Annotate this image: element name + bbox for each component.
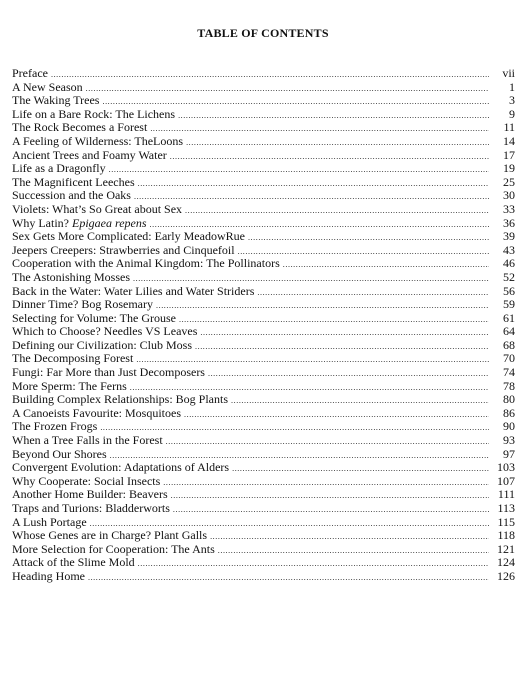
dot-leader [178,109,489,123]
toc-entry-title-text: The Frozen Frogs [12,419,98,434]
toc-entry-title [12,94,99,108]
toc-entry-page-number: 36 [503,215,515,230]
toc-entry-title-text: Dinner Time? Bog Rosemary [12,297,153,312]
toc-entry[interactable] [12,407,515,421]
toc-entry-title [12,121,147,135]
toc-entry[interactable] [12,434,515,448]
dot-leader [257,286,489,300]
toc-entry-title-text: Succession and the Oaks [12,188,131,203]
toc-entry-title [12,448,107,462]
toc-entry[interactable] [12,203,515,217]
toc-entry[interactable] [12,529,515,543]
toc-entry-title [12,108,175,122]
toc-entry[interactable] [12,420,515,434]
toc-entry-title-text: The Astonishing Mosses [12,269,131,284]
dot-leader [218,544,489,558]
dot-leader [208,367,489,381]
toc-entry-title-text: Why Cooperate: Social Insects [12,473,161,488]
toc-entry-title [12,135,183,149]
toc-entry-title-text: Another Home Builder: Beavers [12,487,168,502]
toc-entry-title [12,339,192,353]
toc-entry-title-text: The Magnificent Leeches [12,174,135,189]
toc-entry[interactable] [12,543,515,557]
toc-entry[interactable] [12,461,515,475]
toc-entry-title-text: Traps and Turions: Bladderworts [12,501,170,515]
toc-entry-title-text: Why Latin? [12,215,72,230]
toc-entry-title-text: Violets: What’s So Great about Sex [12,201,183,216]
toc-entry-title [12,543,215,557]
toc-entry-page-number: 25 [503,174,515,189]
toc-entry-page-number: 43 [503,242,515,257]
toc-entry[interactable] [12,271,515,285]
toc-entry-page-number: 9 [509,106,515,121]
toc-entry-title-text: Sex Gets More Complicated: Early MeadowRue [12,229,245,244]
page-title: TABLE OF CONTENTS [197,26,329,40]
toc-entry-title [12,217,147,231]
toc-entry[interactable] [12,108,515,122]
toc-entry-page-number: 107 [497,473,515,488]
toc-entry-title [12,162,106,176]
toc-entry[interactable] [12,285,515,299]
toc-entry[interactable] [12,244,515,258]
toc-entry-page-number: 68 [503,337,515,352]
toc-entry[interactable] [12,352,515,366]
toc-entry-title [12,271,130,285]
toc-entry-title [12,312,176,326]
toc-entry-page-number: 17 [503,147,515,162]
toc-entry-title [12,488,168,502]
toc-entry-page-number: 111 [497,487,515,502]
dot-leader [86,82,489,96]
dot-leader [171,489,489,503]
toc-entry-title-text: Convergent Evolution: Adaptations of Alders [12,460,230,475]
toc-entry-title [12,502,170,516]
toc-entry-title-text: Preface [12,66,48,80]
toc-entry[interactable] [12,176,515,190]
toc-entry[interactable] [12,488,515,502]
toc-entry-title-text: A Lush Portage [12,514,87,529]
toc-entry[interactable] [12,366,515,380]
dot-leader [156,299,489,313]
toc-entry-page-number: 80 [503,392,515,407]
toc-entry-page-number: 30 [503,188,515,203]
toc-entry[interactable] [12,81,515,95]
dot-leader [200,326,489,340]
toc-entry-page-number: vii [502,66,515,80]
toc-entry-title-text: Life on a Bare Rock: The Lichens [12,106,176,121]
dot-leader [166,435,489,449]
toc-entry-page-number: 52 [503,269,515,284]
toc-entry[interactable] [12,67,515,81]
toc-entry[interactable] [12,502,515,516]
toc-entry-title [12,420,97,434]
toc-entry[interactable] [12,516,515,530]
toc-entry-page-number: 126 [497,568,515,583]
dot-leader [210,530,489,544]
toc-list [12,67,515,584]
toc-entry-title [12,516,87,530]
toc-entry-page-number: 103 [497,460,515,475]
toc-entry-title-text: Attack of the Slime Mold [12,555,135,570]
toc-entry-page-number: 56 [503,283,515,298]
toc-entry[interactable] [12,121,515,135]
toc-entry-page-number: 113 [497,501,515,515]
toc-entry-title-text: Which to Choose? Needles VS Leaves [12,324,198,339]
dot-leader [150,122,489,136]
toc-entry-title [12,298,153,312]
toc-entry-page-number: 70 [503,351,515,366]
toc-entry[interactable] [12,135,515,149]
toc-entry-title [12,203,182,217]
dot-leader [134,190,489,204]
toc-entry[interactable] [12,393,515,407]
toc-entry[interactable] [12,325,515,339]
dot-leader [232,462,489,476]
toc-entry-title [12,257,280,271]
toc-entry-page-number: 118 [497,528,515,543]
dot-leader [138,177,489,191]
toc-entry[interactable] [12,257,515,271]
toc-entry-title [12,352,133,366]
toc-entry-page-number: 19 [503,161,515,176]
dot-leader [88,571,489,585]
toc-entry-page-number: 90 [503,419,515,434]
toc-entry-title-text: Jeepers Creepers: Strawberries and Cinquefoil [12,242,235,257]
toc-entry[interactable] [12,94,515,108]
toc-entry-page-number: 121 [497,541,515,556]
toc-entry[interactable] [12,298,515,312]
toc-entry-title [12,434,163,448]
toc-entry-title-text: When a Tree Falls in the Forest [12,433,163,448]
toc-entry-title-text: The Waking Trees [12,93,100,108]
toc-entry[interactable] [12,380,515,394]
toc-entry-title [12,325,197,339]
toc-entry[interactable] [12,230,515,244]
toc-entry-page-number: 61 [503,310,515,325]
toc-entry-title-text: Fungi: Far More than Just Decomposers [12,365,205,380]
dot-leader [170,150,489,164]
toc-entry-title [12,189,131,203]
toc-entry-title [12,230,245,244]
toc-entry-title [12,529,207,543]
toc-entry-title-text: Heading Home [12,568,85,583]
toc-entry-title-text: Beyond Our Shores [12,446,107,461]
toc-entry-page-number: 78 [503,378,515,393]
toc-entry-page-number: 74 [503,365,515,380]
toc-entry-title-text: Life as a Dragonfly [12,161,106,176]
toc-entry[interactable] [12,149,515,163]
dot-leader [138,557,489,571]
toc-entry-title-text: A Canoeists Favourite: Mosquitoes [12,405,181,420]
toc-entry-title [12,393,228,407]
toc-entry-title-text: Whose Genes are in Charge? Plant Galls [12,528,208,543]
toc-entry-title [12,461,229,475]
toc-entry-title [12,149,167,163]
dot-leader [186,136,489,150]
toc-entry-title-text: Defining our Civilization: Club Moss [12,337,192,352]
toc-entry[interactable] [12,556,515,570]
toc-entry-page-number: 46 [503,256,515,271]
toc-entry-page-number: 1 [509,79,515,94]
dot-leader [184,408,489,422]
toc-entry-title-text: The Decomposing Forest [12,351,134,366]
dot-leader [195,340,489,354]
toc-entry-title-text: More Sperm: The Ferns [12,378,127,393]
dot-leader [163,476,489,490]
toc-entry-page-number: 86 [503,405,515,420]
toc-entry-title-text: The Rock Becomes a Forest [12,120,148,135]
toc-entry-page-number: 33 [503,201,515,216]
toc-entry-title-italic: Epigaea repens [71,215,147,230]
toc-entry-title [12,380,127,394]
dot-leader [248,231,489,245]
toc-entry-page-number: 115 [497,514,515,529]
toc-entry-page-number: 93 [503,433,515,448]
toc-entry-title [12,366,205,380]
toc-entry-title-text: Back in the Water: Water Lilies and Water Striders [12,283,255,298]
toc-entry-title-text: Ancient Trees and Foamy Water [12,147,167,162]
toc-entry-title [12,244,235,258]
toc-entry-title-text: A New Season [12,79,83,94]
toc-entry[interactable] [12,448,515,462]
dot-leader [51,68,489,82]
dot-leader [231,394,489,408]
toc-entry-title [12,67,48,81]
toc-entry-page-number: 14 [503,133,515,148]
toc-entry-page-number: 64 [503,324,515,339]
toc-entry-title [12,81,83,95]
toc-entry[interactable] [12,475,515,489]
toc-entry-title [12,407,181,421]
toc-entry[interactable] [12,570,515,584]
toc-entry-title [12,285,254,299]
toc-entry-page-number: 124 [497,555,515,570]
toc-entry[interactable] [12,189,515,203]
toc-entry-title-text: Building Complex Relationships: Bog Plants [12,392,229,407]
toc-entry-page-number: 39 [503,229,515,244]
toc-entry-title [12,556,135,570]
toc-entry-title [12,176,135,190]
dot-leader [179,313,489,327]
toc-entry-page-number: 11 [503,120,515,135]
toc-entry-page-number: 59 [503,297,515,312]
toc-entry-title-text: More Selection for Cooperation: The Ants [12,541,215,556]
toc-entry[interactable] [12,339,515,353]
dot-leader [109,163,489,177]
toc-entry-title-text: Cooperation with the Animal Kingdom: The Pollinators [12,256,280,271]
dot-leader [283,258,489,272]
toc-entry-title-text: A Feeling of Wilderness: TheLoons [12,133,184,148]
toc-entry-title [12,570,85,584]
dot-leader [185,204,489,218]
toc-entry-title [12,475,160,489]
toc-entry[interactable] [12,162,515,176]
toc-entry-page-number: 3 [509,93,515,108]
toc-entry-page-number: 97 [503,446,515,461]
toc-entry[interactable] [12,217,515,231]
dot-leader [173,503,489,517]
toc-entry-title-text: Selecting for Volume: The Grouse [12,310,176,325]
toc-entry[interactable] [12,312,515,326]
